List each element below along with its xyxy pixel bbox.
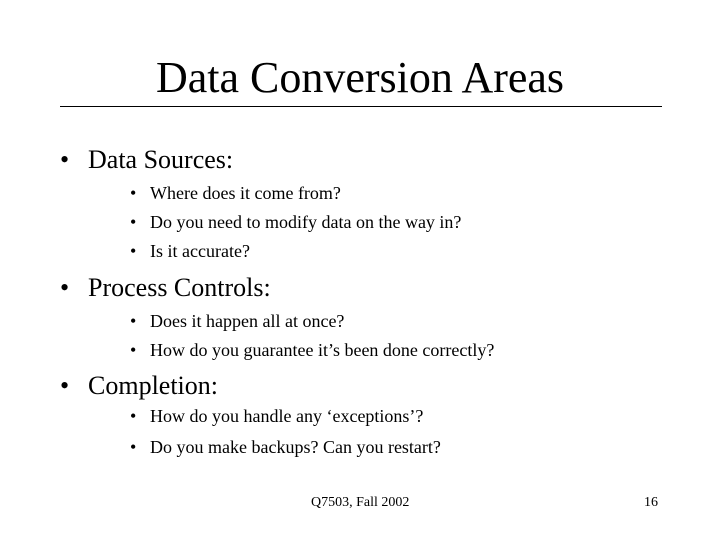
list-item-label: How do you guarantee it’s been done correctly? [150, 340, 495, 360]
list-item-label: Where does it come from? [150, 183, 341, 203]
list-item-label: How do you handle any ‘exceptions’? [150, 406, 424, 426]
bullet-icon: • [130, 340, 137, 360]
bullet-icon: • [130, 437, 137, 457]
slide-title: Data Conversion Areas [155, 53, 565, 102]
section-heading-label: Data Sources: [88, 145, 234, 174]
list-item [130, 211, 461, 233]
bullet-icon: • [60, 145, 70, 174]
footer-text: Q7503, Fall 2002 [311, 495, 410, 510]
section-heading [60, 273, 271, 303]
list-item-label: Is it accurate? [150, 241, 250, 261]
bullet-icon: • [130, 183, 137, 203]
section-heading [60, 145, 233, 175]
list-item [130, 436, 441, 458]
list-item [130, 339, 494, 361]
list-item [130, 405, 423, 427]
section-heading [60, 371, 218, 401]
list-item-label: Does it happen all at once? [150, 311, 345, 331]
section-heading-label: Process Controls: [88, 273, 271, 302]
page-number: 16 [644, 495, 658, 510]
bullet-icon: • [60, 273, 70, 302]
section-heading-label: Completion: [88, 371, 218, 400]
list-item-label: Do you need to modify data on the way in? [150, 212, 462, 232]
list-item-label: Do you make backups? Can you restart? [150, 437, 441, 457]
bullet-icon: • [130, 212, 137, 232]
list-item [130, 310, 344, 332]
list-item [130, 182, 341, 204]
bullet-icon: • [130, 406, 137, 426]
bullet-icon: • [60, 371, 70, 400]
list-item [130, 240, 250, 262]
bullet-icon: • [130, 241, 137, 261]
bullet-icon: • [130, 311, 137, 331]
title-divider [60, 106, 662, 107]
